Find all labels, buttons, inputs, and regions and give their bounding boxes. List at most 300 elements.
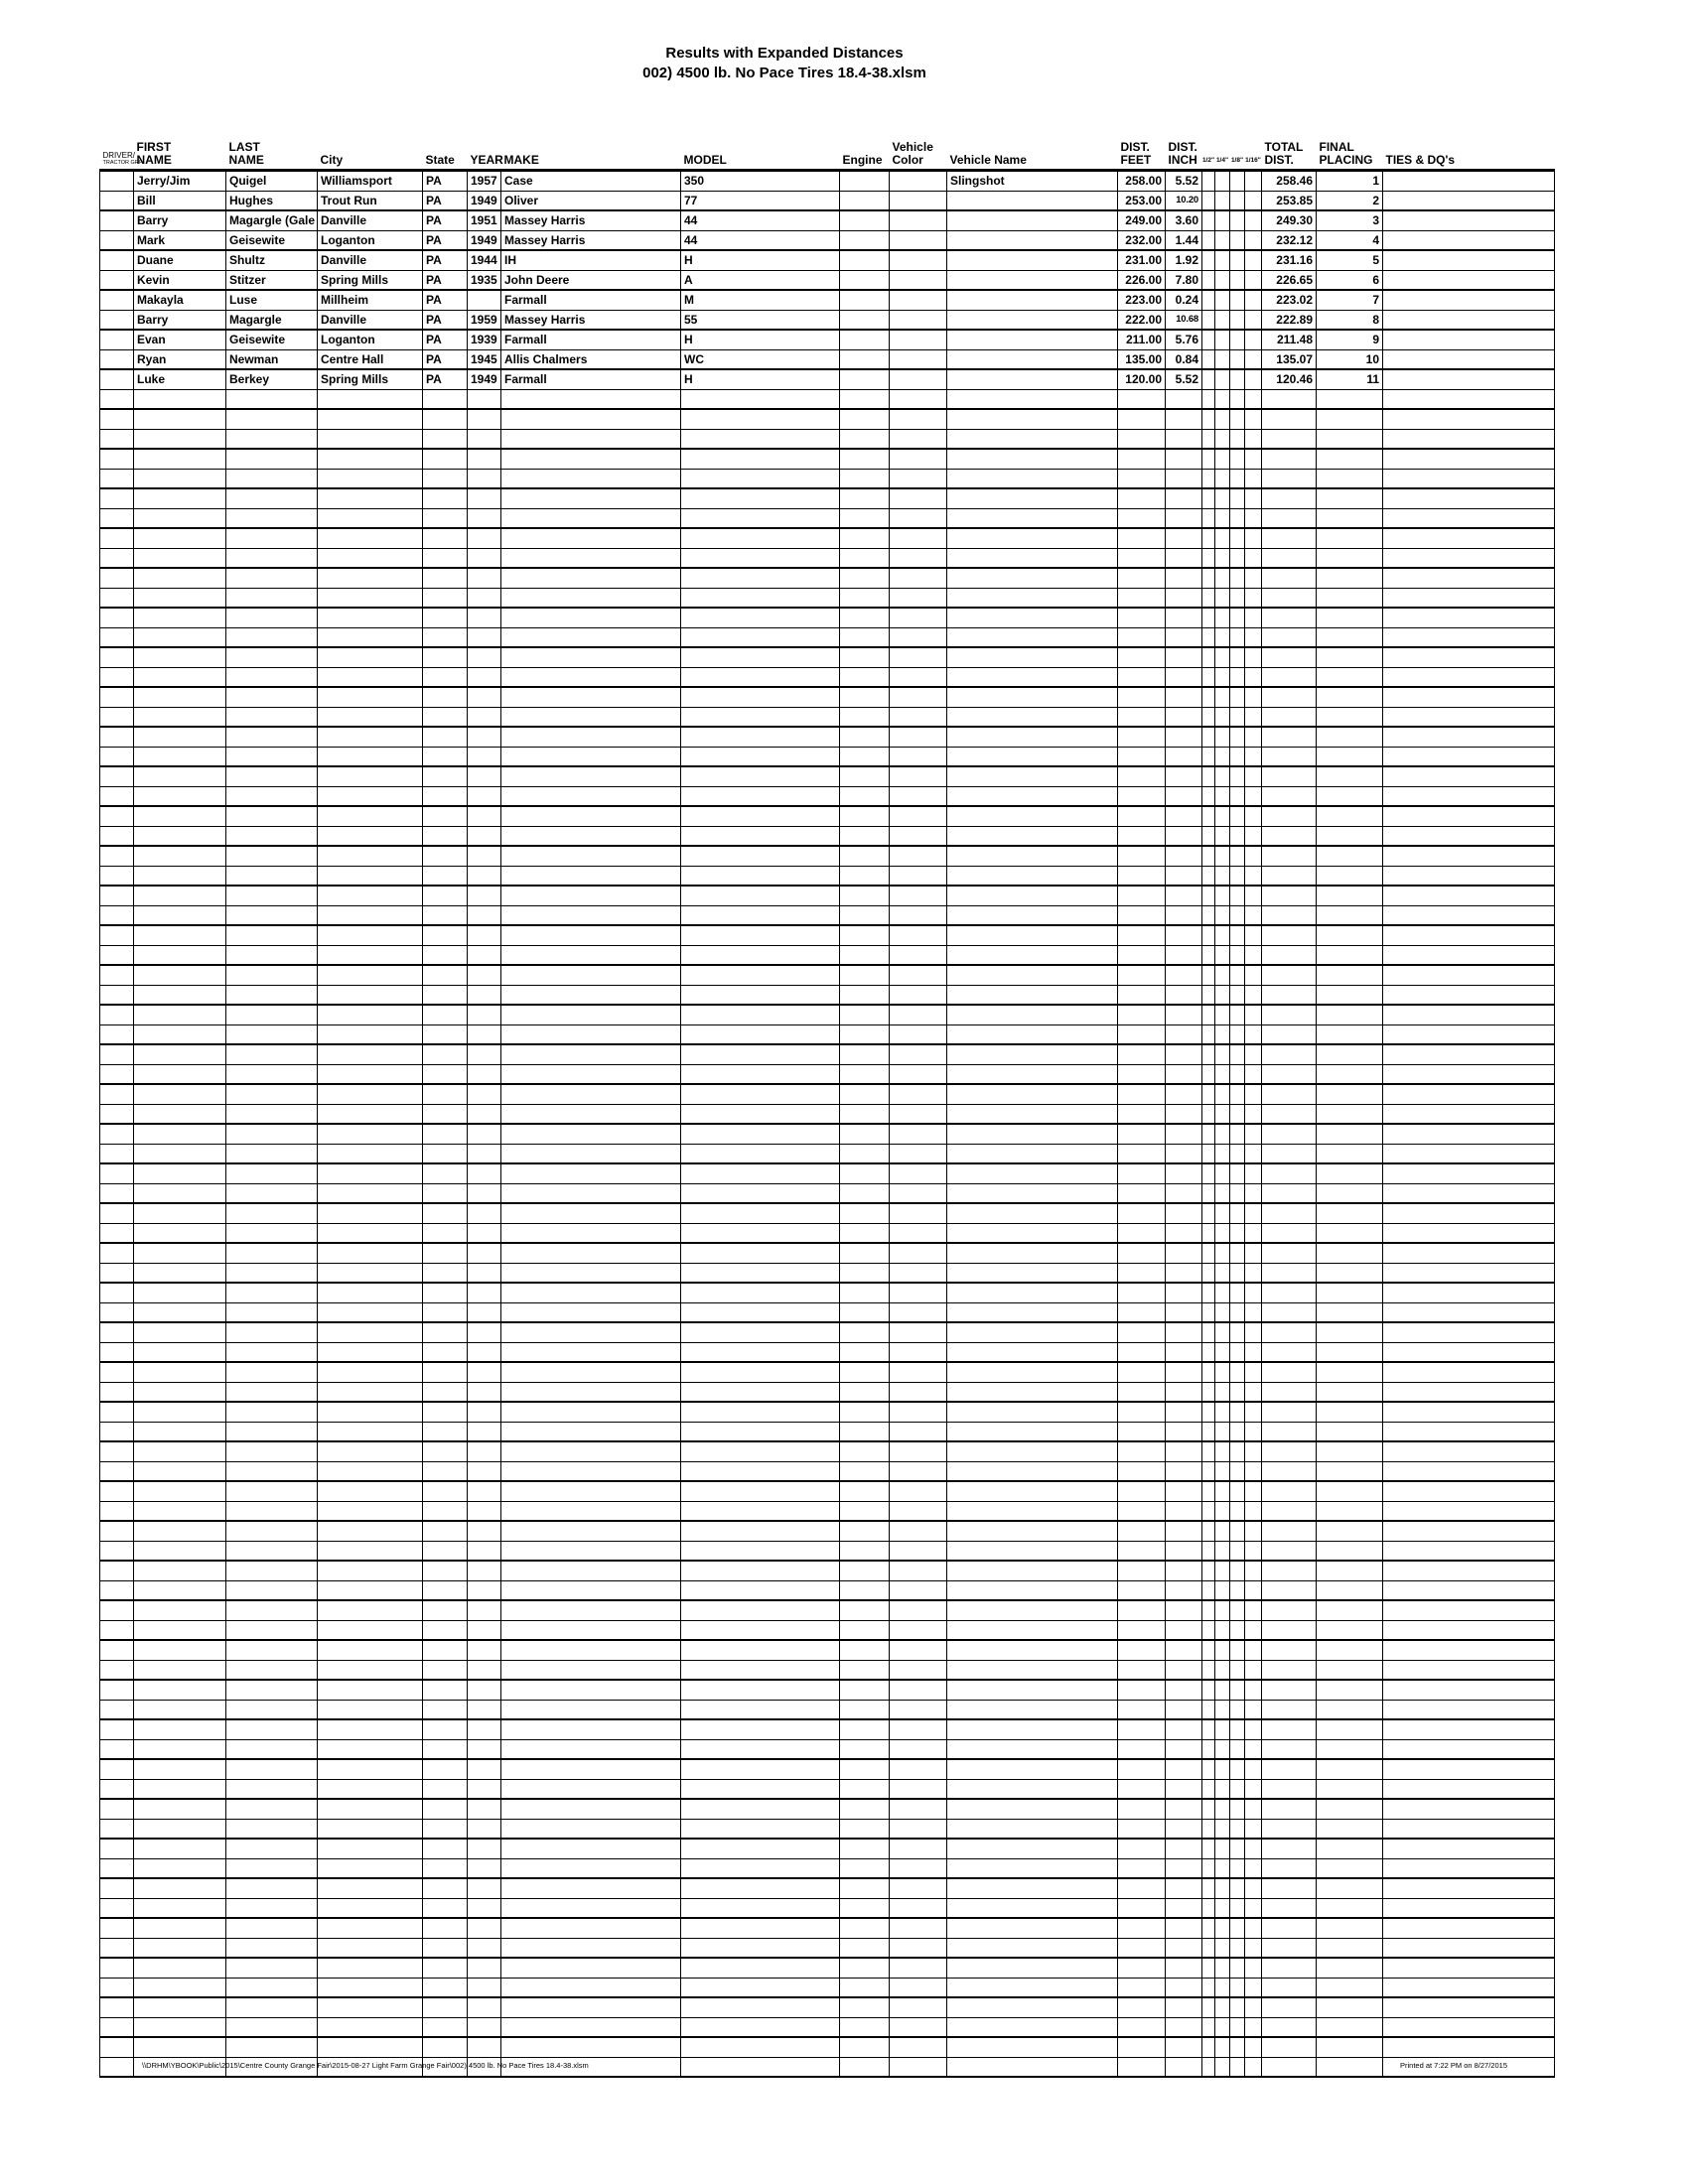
cell-city: Centre Hall: [318, 349, 423, 369]
cell-grp: [100, 727, 134, 747]
cell-f2: [1202, 1024, 1215, 1044]
cell-total: [1262, 1005, 1317, 1024]
cell-total: [1262, 488, 1317, 508]
cell-last: [226, 389, 318, 409]
cell-make: [501, 1858, 681, 1878]
cell-last: [226, 1302, 318, 1322]
cell-f4: [1215, 627, 1230, 647]
cell-vname: [947, 1144, 1118, 1163]
cell-feet: [1118, 1700, 1166, 1719]
cell-model: 77: [681, 191, 840, 210]
cell-engine: [840, 1541, 890, 1561]
cell-total: [1262, 826, 1317, 846]
cell-first: [134, 1362, 226, 1382]
cell-inch: [1166, 1402, 1202, 1422]
cell-model: [681, 1759, 840, 1779]
cell-year: [468, 1481, 501, 1501]
cell-feet: [1118, 508, 1166, 528]
cell-grp: [100, 369, 134, 389]
cell-ties: [1383, 588, 1555, 608]
cell-first: [134, 1183, 226, 1203]
cell-vname: [947, 1839, 1118, 1858]
cell-engine: [840, 1898, 890, 1918]
cell-color: [890, 290, 947, 310]
cell-total: 253.85: [1262, 191, 1317, 210]
cell-f4: [1215, 1382, 1230, 1402]
cell-year: [468, 1561, 501, 1580]
cell-placing: [1317, 1402, 1383, 1422]
cell-f2: [1202, 647, 1215, 667]
cell-placing: [1317, 548, 1383, 568]
cell-total: [1262, 1024, 1317, 1044]
cell-feet: [1118, 667, 1166, 687]
cell-grp: [100, 349, 134, 369]
cell-placing: [1317, 1124, 1383, 1144]
cell-ties: [1383, 210, 1555, 230]
cell-f4: [1215, 1461, 1230, 1481]
cell-inch: [1166, 985, 1202, 1005]
empty-row: [100, 1223, 1555, 1243]
cell-make: [501, 2037, 681, 2057]
cell-color: [890, 806, 947, 826]
cell-f8: [1230, 1819, 1245, 1839]
cell-model: [681, 727, 840, 747]
cell-make: [501, 1005, 681, 1024]
cell-f2: [1202, 171, 1215, 192]
cell-f16: [1245, 1183, 1262, 1203]
cell-feet: [1118, 985, 1166, 1005]
cell-total: [1262, 1660, 1317, 1680]
cell-grp: [100, 687, 134, 707]
cell-f2: [1202, 488, 1215, 508]
column-header-inch: DIST. INCH: [1166, 107, 1202, 171]
cell-city: [318, 528, 423, 548]
cell-first: [134, 1978, 226, 1997]
cell-year: 1957: [468, 171, 501, 192]
cell-last: [226, 1759, 318, 1779]
cell-inch: [1166, 1759, 1202, 1779]
cell-f8: [1230, 1104, 1245, 1124]
cell-f4: [1215, 945, 1230, 965]
cell-first: [134, 1402, 226, 1422]
cell-f2: [1202, 1481, 1215, 1501]
cell-placing: [1317, 449, 1383, 469]
cell-first: [134, 925, 226, 945]
cell-color: [890, 866, 947, 886]
cell-placing: [1317, 1561, 1383, 1580]
cell-year: [468, 1501, 501, 1521]
cell-f16: [1245, 667, 1262, 687]
cell-placing: [1317, 429, 1383, 449]
cell-first: [134, 389, 226, 409]
cell-color: [890, 1322, 947, 1342]
cell-make: [501, 687, 681, 707]
cell-year: [468, 1064, 501, 1084]
cell-last: Newman: [226, 349, 318, 369]
empty-row: [100, 1203, 1555, 1223]
cell-first: Evan: [134, 330, 226, 349]
column-header-placing: FINAL PLACING: [1317, 107, 1383, 171]
cell-city: [318, 1839, 423, 1858]
cell-vname: [947, 786, 1118, 806]
cell-vname: [947, 1501, 1118, 1521]
cell-f2: [1202, 1799, 1215, 1819]
cell-city: [318, 1163, 423, 1183]
cell-f16: [1245, 707, 1262, 727]
cell-engine: [840, 171, 890, 192]
cell-vname: [947, 1044, 1118, 1064]
cell-f2: [1202, 2037, 1215, 2057]
cell-placing: [1317, 1858, 1383, 1878]
cell-year: [468, 1898, 501, 1918]
cell-total: [1262, 1203, 1317, 1223]
cell-inch: [1166, 1878, 1202, 1898]
cell-year: [468, 1461, 501, 1481]
cell-f8: [1230, 1700, 1245, 1719]
cell-make: [501, 1263, 681, 1283]
cell-grp: [100, 429, 134, 449]
cell-state: [423, 1561, 468, 1580]
cell-grp: [100, 528, 134, 548]
column-header-year: YEAR: [468, 107, 501, 171]
cell-state: [423, 1600, 468, 1620]
cell-f8: [1230, 806, 1245, 826]
empty-row: [100, 1163, 1555, 1183]
cell-color: [890, 488, 947, 508]
cell-f16: [1245, 1521, 1262, 1541]
cell-total: [1262, 1620, 1317, 1640]
cell-inch: [1166, 866, 1202, 886]
empty-row: [100, 1759, 1555, 1779]
cell-first: [134, 1819, 226, 1839]
cell-year: [468, 1362, 501, 1382]
cell-color: [890, 1839, 947, 1858]
cell-f8: [1230, 1719, 1245, 1739]
cell-make: [501, 846, 681, 866]
cell-first: [134, 647, 226, 667]
cell-year: 1935: [468, 270, 501, 290]
cell-model: [681, 1521, 840, 1541]
cell-last: [226, 1858, 318, 1878]
cell-year: [468, 449, 501, 469]
cell-f8: [1230, 1580, 1245, 1600]
cell-year: [468, 647, 501, 667]
cell-total: [1262, 1243, 1317, 1263]
cell-placing: [1317, 627, 1383, 647]
cell-vname: [947, 727, 1118, 747]
empty-row: [100, 905, 1555, 925]
cell-ties: [1383, 1521, 1555, 1541]
cell-color: [890, 409, 947, 429]
cell-state: [423, 548, 468, 568]
cell-f2: [1202, 1441, 1215, 1461]
empty-row: [100, 1978, 1555, 1997]
cell-ties: [1383, 1243, 1555, 1263]
cell-f8: [1230, 1362, 1245, 1382]
cell-placing: [1317, 886, 1383, 905]
cell-first: [134, 1163, 226, 1183]
cell-f2: [1202, 449, 1215, 469]
cell-ties: [1383, 1084, 1555, 1104]
cell-vname: [947, 1739, 1118, 1759]
cell-year: [468, 389, 501, 409]
cell-make: [501, 1640, 681, 1660]
cell-total: [1262, 1580, 1317, 1600]
cell-city: [318, 727, 423, 747]
cell-state: [423, 1819, 468, 1839]
cell-f16: [1245, 1779, 1262, 1799]
cell-feet: [1118, 1640, 1166, 1660]
cell-f4: [1215, 1342, 1230, 1362]
cell-vname: [947, 1183, 1118, 1203]
cell-f2: [1202, 1700, 1215, 1719]
cell-vname: [947, 548, 1118, 568]
cell-grp: [100, 1640, 134, 1660]
cell-vname: [947, 647, 1118, 667]
empty-row: [100, 647, 1555, 667]
cell-f16: [1245, 1680, 1262, 1700]
cell-f8: [1230, 1918, 1245, 1938]
cell-f4: [1215, 1243, 1230, 1263]
cell-engine: [840, 1283, 890, 1302]
cell-f8: [1230, 1263, 1245, 1283]
cell-state: [423, 1144, 468, 1163]
cell-inch: [1166, 1580, 1202, 1600]
cell-city: Danville: [318, 310, 423, 330]
cell-first: [134, 528, 226, 548]
cell-year: 1951: [468, 210, 501, 230]
cell-year: 1939: [468, 330, 501, 349]
cell-feet: [1118, 1223, 1166, 1243]
cell-feet: [1118, 568, 1166, 588]
cell-make: [501, 1243, 681, 1263]
cell-placing: [1317, 409, 1383, 429]
cell-last: [226, 1580, 318, 1600]
cell-year: [468, 608, 501, 627]
cell-make: [501, 1819, 681, 1839]
cell-inch: [1166, 965, 1202, 985]
cell-vname: [947, 1640, 1118, 1660]
cell-feet: [1118, 1104, 1166, 1124]
empty-row: [100, 846, 1555, 866]
cell-f8: [1230, 1541, 1245, 1561]
cell-placing: [1317, 1600, 1383, 1620]
cell-last: [226, 2037, 318, 2057]
cell-model: 350: [681, 171, 840, 192]
cell-last: [226, 1163, 318, 1183]
cell-engine: [840, 866, 890, 886]
cell-total: [1262, 1978, 1317, 1997]
cell-f2: [1202, 1561, 1215, 1580]
cell-color: [890, 1680, 947, 1700]
cell-f4: [1215, 429, 1230, 449]
cell-first: [134, 1283, 226, 1302]
cell-f8: [1230, 191, 1245, 210]
cell-year: [468, 1263, 501, 1283]
cell-model: [681, 449, 840, 469]
cell-grp: [100, 290, 134, 310]
cell-ties: [1383, 1759, 1555, 1779]
cell-city: [318, 1858, 423, 1878]
cell-f8: [1230, 1839, 1245, 1858]
cell-f2: [1202, 409, 1215, 429]
cell-model: [681, 627, 840, 647]
cell-f8: [1230, 687, 1245, 707]
cell-make: IH: [501, 250, 681, 270]
cell-inch: [1166, 786, 1202, 806]
cell-city: [318, 1978, 423, 1997]
column-header-grp: DRIVER/ TRACTOR GRP: [100, 107, 134, 171]
cell-model: [681, 1183, 840, 1203]
cell-first: Mark: [134, 230, 226, 250]
cell-placing: [1317, 1938, 1383, 1958]
cell-color: [890, 925, 947, 945]
cell-last: [226, 1938, 318, 1958]
cell-f16: [1245, 230, 1262, 250]
cell-model: WC: [681, 349, 840, 369]
cell-vname: [947, 608, 1118, 627]
cell-city: [318, 866, 423, 886]
cell-f8: [1230, 925, 1245, 945]
cell-year: [468, 1283, 501, 1302]
cell-year: [468, 1719, 501, 1739]
cell-city: Millheim: [318, 290, 423, 310]
cell-f8: [1230, 1441, 1245, 1461]
cell-feet: [1118, 1739, 1166, 1759]
cell-total: [1262, 1878, 1317, 1898]
cell-state: [423, 1997, 468, 2017]
cell-f4: [1215, 1302, 1230, 1322]
empty-row: [100, 1799, 1555, 1819]
cell-first: [134, 687, 226, 707]
cell-engine: [840, 1680, 890, 1700]
cell-ties: [1383, 1441, 1555, 1461]
cell-color: [890, 449, 947, 469]
cell-f16: [1245, 508, 1262, 528]
cell-inch: [1166, 409, 1202, 429]
cell-grp: [100, 886, 134, 905]
empty-row: [100, 1779, 1555, 1799]
cell-engine: [840, 1322, 890, 1342]
cell-color: [890, 747, 947, 766]
cell-inch: [1166, 886, 1202, 905]
cell-color: [890, 210, 947, 230]
cell-feet: [1118, 1243, 1166, 1263]
cell-grp: [100, 1660, 134, 1680]
cell-total: [1262, 1144, 1317, 1163]
cell-f8: [1230, 488, 1245, 508]
cell-inch: [1166, 1283, 1202, 1302]
cell-grp: [100, 1878, 134, 1898]
cell-last: [226, 667, 318, 687]
cell-model: [681, 1124, 840, 1144]
cell-city: [318, 1382, 423, 1402]
cell-f4: [1215, 905, 1230, 925]
cell-first: [134, 1005, 226, 1024]
cell-year: [468, 1441, 501, 1461]
cell-engine: [840, 250, 890, 270]
cell-engine: [840, 2017, 890, 2037]
cell-ties: [1383, 290, 1555, 310]
cell-last: Magargle (Gale: [226, 210, 318, 230]
cell-make: [501, 727, 681, 747]
cell-engine: [840, 1203, 890, 1223]
cell-model: [681, 905, 840, 925]
cell-f16: [1245, 886, 1262, 905]
cell-f4: [1215, 409, 1230, 429]
cell-city: [318, 945, 423, 965]
cell-year: [468, 1700, 501, 1719]
empty-row: [100, 707, 1555, 727]
cell-last: [226, 1223, 318, 1243]
cell-city: [318, 1104, 423, 1124]
cell-vname: [947, 1263, 1118, 1283]
cell-f2: [1202, 1858, 1215, 1878]
cell-inch: [1166, 766, 1202, 786]
cell-f4: [1215, 1580, 1230, 1600]
cell-f8: [1230, 171, 1245, 192]
cell-total: [1262, 905, 1317, 925]
cell-feet: [1118, 707, 1166, 727]
cell-engine: [840, 1858, 890, 1878]
cell-year: 1949: [468, 191, 501, 210]
cell-f4: [1215, 389, 1230, 409]
cell-first: [134, 1064, 226, 1084]
cell-year: [468, 1799, 501, 1819]
cell-make: [501, 568, 681, 588]
cell-color: [890, 905, 947, 925]
cell-state: [423, 786, 468, 806]
cell-year: [468, 766, 501, 786]
cell-model: [681, 647, 840, 667]
cell-city: [318, 1402, 423, 1422]
cell-ties: [1383, 608, 1555, 627]
cell-feet: [1118, 588, 1166, 608]
empty-row: [100, 1263, 1555, 1283]
cell-last: [226, 1660, 318, 1680]
cell-placing: [1317, 389, 1383, 409]
cell-grp: [100, 1700, 134, 1719]
cell-f8: [1230, 330, 1245, 349]
cell-feet: [1118, 1441, 1166, 1461]
cell-feet: [1118, 806, 1166, 826]
cell-f16: [1245, 349, 1262, 369]
cell-inch: [1166, 608, 1202, 627]
cell-f4: [1215, 1422, 1230, 1441]
cell-engine: [840, 806, 890, 826]
cell-model: [681, 1322, 840, 1342]
cell-model: [681, 747, 840, 766]
cell-model: [681, 1144, 840, 1163]
cell-color: [890, 1898, 947, 1918]
cell-last: Shultz: [226, 250, 318, 270]
cell-vname: [947, 1124, 1118, 1144]
cell-first: [134, 965, 226, 985]
cell-engine: [840, 488, 890, 508]
cell-grp: [100, 1024, 134, 1044]
cell-state: [423, 1938, 468, 1958]
cell-placing: [1317, 905, 1383, 925]
cell-city: [318, 548, 423, 568]
cell-engine: [840, 965, 890, 985]
cell-color: [890, 1600, 947, 1620]
cell-feet: [1118, 1799, 1166, 1819]
table-row: [100, 290, 1555, 310]
cell-feet: [1118, 429, 1166, 449]
cell-model: [681, 1382, 840, 1402]
cell-inch: [1166, 488, 1202, 508]
cell-state: [423, 1799, 468, 1819]
